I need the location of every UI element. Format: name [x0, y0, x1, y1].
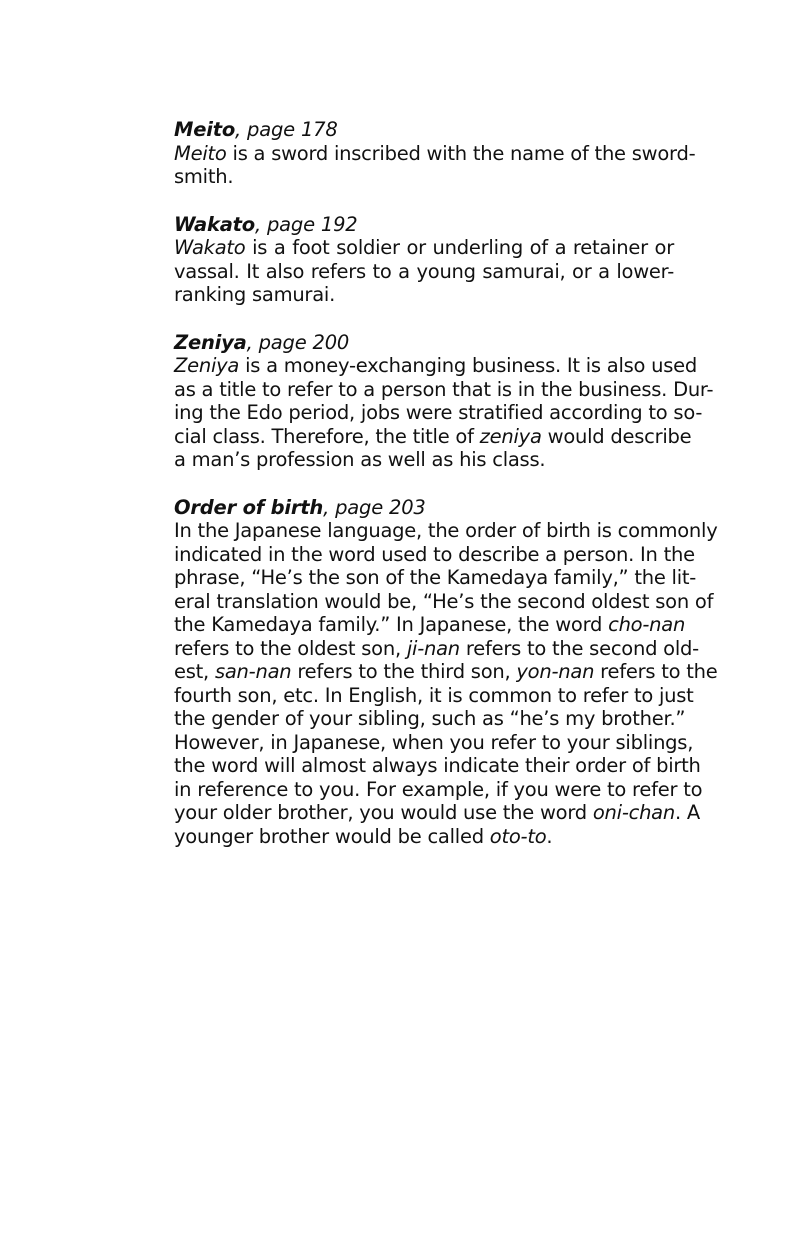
text-segment: the Kamedaya family.” In Japanese, the word — [174, 613, 609, 636]
text-segment: phrase, “He’s the son of the Kamedaya family,” the lit- — [174, 566, 697, 589]
definition-line — [174, 566, 697, 590]
text-segment: eral translation would be, “He’s the second oldest son of — [174, 589, 714, 613]
definition-line — [174, 401, 703, 425]
definition-line — [174, 801, 700, 825]
glossary-entries — [174, 118, 718, 848]
italic-term: yon-nan — [516, 660, 595, 683]
definition-line — [174, 283, 674, 307]
entry-page-reference: , page 200 — [246, 330, 350, 354]
definition-line — [174, 589, 714, 614]
entry-heading — [174, 496, 674, 520]
entry-term: Zeniya — [174, 330, 247, 354]
definition-line — [174, 165, 674, 189]
text-segment: est, — [174, 660, 215, 683]
italic-term: oto-to — [489, 824, 547, 848]
entry-page-reference: , page 192 — [255, 212, 358, 236]
italic-term: oni-chan — [592, 801, 675, 824]
entry-definition — [174, 236, 674, 307]
text-segment: the word will almost always indicate their order of birth — [174, 754, 701, 777]
text-segment: a man’s profession as well as his class. — [174, 448, 546, 471]
italic-term: Meito — [174, 141, 227, 165]
definition-line — [174, 141, 696, 166]
definition-line — [174, 730, 694, 755]
italic-term: cho-nan — [608, 613, 686, 636]
italic-term: san-nan — [214, 660, 292, 683]
text-segment: younger brother would be called — [174, 824, 490, 848]
entry-definition — [174, 354, 714, 472]
entry-page-reference: , page 178 — [235, 118, 338, 141]
text-segment: in reference to you. For example, if you were to refer to — [174, 777, 703, 801]
text-segment: indicated in the word used to describe a person. In the — [174, 542, 695, 566]
text-segment: the gender of your sibling, such as “he’s my brother.” — [174, 707, 686, 730]
definition-line — [174, 542, 695, 567]
text-segment: vassal. It also refers to a young samurai, or a lower- — [174, 259, 674, 283]
text-segment: refers to the oldest son, — [174, 636, 407, 660]
definition-line — [174, 707, 686, 731]
entry-term: Order of birth — [174, 495, 324, 519]
text-segment: smith. — [174, 165, 234, 188]
text-segment: refers to the second old- — [459, 636, 699, 660]
text-segment: . — [546, 824, 553, 848]
definition-line — [174, 377, 714, 402]
entry-heading — [174, 213, 674, 237]
entry-definition — [174, 519, 718, 848]
glossary-entry — [174, 495, 718, 849]
text-segment: is a sword inscribed with the name of the sword- — [226, 141, 696, 165]
text-segment: is a money-exchanging business. It is also used — [239, 354, 698, 377]
text-segment: cial class. Therefore, the title of — [174, 424, 480, 448]
italic-term: ji-nan — [406, 636, 460, 660]
definition-line — [174, 777, 703, 802]
definition-line — [174, 519, 718, 543]
text-segment: . A — [675, 801, 700, 824]
italic-term: Wakato — [174, 236, 246, 259]
italic-term: Zeniya — [174, 354, 240, 377]
text-segment: In the Japanese language, the order of birth is commonly — [174, 519, 718, 542]
entry-heading — [174, 118, 674, 142]
entry-heading — [174, 331, 674, 355]
entry-term: Wakato — [174, 212, 255, 236]
entry-term: Meito — [174, 118, 236, 141]
glossary-page — [174, 118, 718, 872]
text-segment: fourth son, etc. In English, it is common to refer to just — [174, 683, 694, 707]
text-segment: ing the Edo period, jobs were stratified according to so- — [174, 401, 703, 424]
entry-page-reference: , page 203 — [323, 495, 426, 519]
definition-line — [174, 613, 686, 637]
text-segment: refers to the third son, — [291, 660, 517, 683]
text-segment: ranking samurai. — [174, 283, 336, 306]
definition-line — [174, 448, 674, 472]
definition-line — [174, 636, 699, 661]
italic-term: zeniya — [479, 424, 542, 448]
glossary-entry — [174, 118, 696, 189]
text-segment: as a title to refer to a person that is in the business. Dur- — [174, 377, 714, 401]
definition-line — [174, 825, 674, 849]
glossary-entry — [174, 330, 714, 472]
text-segment: refers to the — [594, 660, 718, 683]
text-segment: would describe — [541, 424, 692, 448]
definition-line — [174, 683, 694, 708]
entry-definition — [174, 141, 696, 189]
text-segment: is a foot soldier or underling of a retainer or — [245, 236, 674, 259]
definition-line — [174, 660, 718, 684]
definition-line — [174, 354, 698, 378]
definition-line — [174, 424, 692, 449]
text-segment: your older brother, you would use the word — [174, 801, 593, 824]
glossary-entry — [174, 213, 674, 307]
definition-line — [174, 754, 701, 778]
text-segment: However, in Japanese, when you refer to your siblings, — [174, 730, 694, 754]
definition-line — [174, 236, 674, 260]
definition-line — [174, 260, 674, 284]
